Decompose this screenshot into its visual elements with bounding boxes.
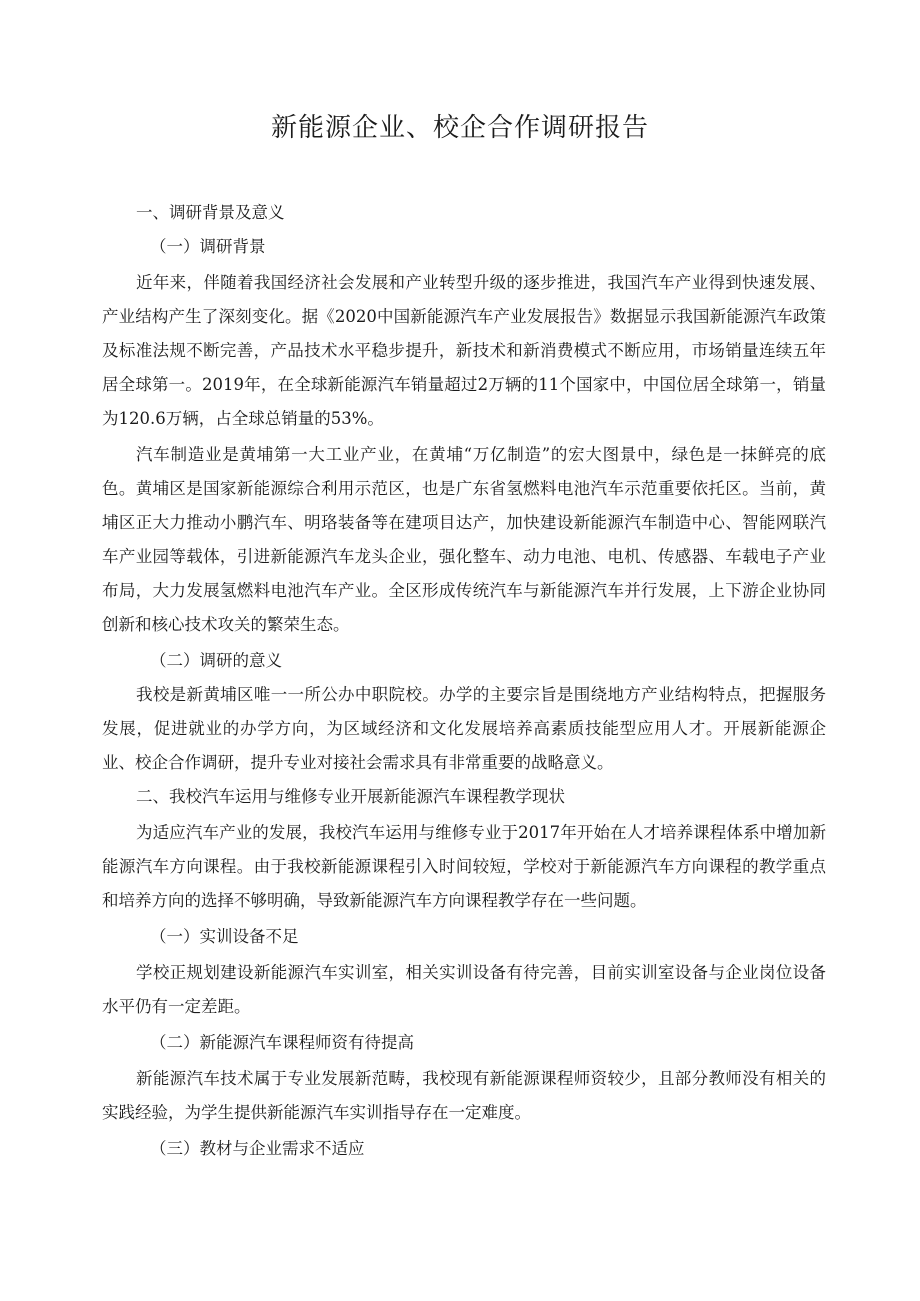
section-heading-background-significance: 一、调研背景及意义 [136, 203, 285, 222]
document-body [102, 196, 826, 1166]
paragraph-industry-background: 近年来，伴随着我国经济社会发展和产业转型升级的逐步推进，我国汽车产业得到快速发展、产业结构产生了深刻变化。据《2020中国新能源汽车产业发展报告》数据显示我国新能源汽车政策及标准法规不断完善，产品技术水平稳步提升，新技术和新消费模式不断应用，市场销量连续五年居全球第一。2019年，在全球新能源汽车销量超过2万辆的11个国家中，中国位居全球第一，销量为120.6万辆，占全球总销量的53%。 [102, 273, 826, 428]
subsection-heading-equipment: （一）实训设备不足 [150, 927, 299, 946]
paragraph-equipment: 学校正规划建设新能源汽车实训室，相关实训设备有待完善，目前实训室设备与企业岗位设备水平仍有一定差距。 [102, 963, 826, 1016]
paragraph-huangpu-manufacturing: 汽车制造业是黄埔第一大工业产业，在黄埔“万亿制造”的宏大图景中，绿色是一抹鲜亮的底色。黄埔区是国家新能源综合利用示范区，也是广东省氢燃料电池汽车示范重要依托区。当前，黄埔区正大力推动小鹏汽车、明珞装备等在建项目达产，加快建设新能源汽车制造中心、智能网联汽车产业园等载体，引进新能源汽车龙头企业，强化整车、动力电池、电机、传感器、车载电子产业布局，大力发展氢燃料电池汽车产业。全区形成传统汽车与新能源汽车并行发展，上下游企业协同创新和核心技术攻关的繁荣生态。 [102, 445, 826, 634]
subsection-heading-teachers: （二）新能源汽车课程师资有待提高 [150, 1033, 414, 1052]
subsection-heading-significance: （二）调研的意义 [150, 651, 282, 670]
subsection-heading-background: （一）调研背景 [150, 237, 266, 256]
subsection-heading-textbooks: （三）教材与企业需求不适应 [150, 1139, 365, 1158]
paragraph-school-significance: 我校是新黄埔区唯一一所公办中职院校。办学的主要宗旨是围绕地方产业结构特点，把握服务发展，促进就业的办学方向，为区域经济和文化发展培养高素质技能型应用人才。开展新能源企业、校企合作调研，提升专业对接社会需求具有非常重要的战略意义。 [102, 685, 826, 772]
paragraph-teachers: 新能源汽车技术属于专业发展新范畴，我校现有新能源课程师资较少，且部分教师没有相关的实践经验，为学生提供新能源汽车实训指导存在一定难度。 [102, 1069, 826, 1122]
paragraph-teaching-status: 为适应汽车产业的发展，我校汽车运用与维修专业于2017年开始在人才培养课程体系中增加新能源汽车方向课程。由于我校新能源课程引入时间较短，学校对于新能源汽车方向课程的教学重点和培养方向的选择不够明确，导致新能源汽车方向课程教学存在一些问题。 [102, 823, 826, 910]
section-heading-teaching-status: 二、我校汽车运用与维修专业开展新能源汽车课程教学现状 [136, 787, 565, 806]
document-title: 新能源企业、校企合作调研报告 [270, 113, 649, 143]
